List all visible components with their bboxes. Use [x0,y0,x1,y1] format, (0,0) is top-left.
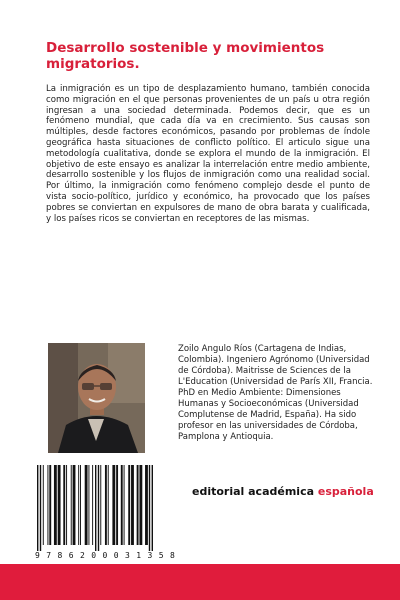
barcode-bar [66,465,67,545]
barcode-bar [85,465,88,545]
isbn-digit: 0 [113,551,119,560]
isbn-digit: 3 [147,551,153,560]
isbn-digit: 0 [102,551,108,560]
barcode-bar [58,465,61,545]
isbn-digit: 3 [125,551,130,560]
barcode-bar [137,465,139,545]
isbn-digit: 8 [170,551,175,560]
author-photo [48,343,145,453]
barcode-bar [71,465,72,545]
isbn-digit: 0 [91,551,97,560]
footer-color-band [0,564,400,600]
barcode-bar [116,465,118,545]
barcode-bar [54,465,57,545]
isbn-digit: 9 [35,551,40,560]
isbn-digits [35,551,175,560]
publisher-prefix: editorial académica [192,485,315,498]
barcode-bar [98,465,99,551]
barcode-bar [108,465,109,545]
barcode-bar [43,465,44,545]
barcode-bar [112,465,115,545]
barcode-bar [73,465,76,545]
barcode-bar [128,465,130,545]
barcode-bar [78,465,79,545]
isbn-digit: 5 [158,551,164,560]
barcode-bar [88,465,89,545]
barcode-bar [40,465,41,551]
isbn-digit: 1 [136,551,142,560]
author-bio: Zoilo Angulo Ríos (Cartagena de Indias, Colombia). Ingeniero Agrónomo (Universidad de Córdoba). Maitrisse de Sciences de la L'Education (Universidad de París XII, Francia. PhD en Medio Ambiente: Dimensiones Humanas y Socioeconómicas (Universidad Complutense de Madrid, España). Ha sido profesor en las universidades de Córdoba, Pamplona y Antioquia. [178,344,373,442]
barcode-bar [105,465,107,545]
barcode-bar [37,465,38,551]
barcode-bar [49,465,51,545]
barcode-bar [47,465,48,545]
isbn-digit: 7 [46,551,52,560]
book-title: Desarrollo sostenible y movimientos migratorios. [46,40,325,72]
barcode-bar [145,465,148,545]
barcode-bar [80,465,81,545]
barcode [33,465,181,577]
barcode-bar [131,465,134,545]
barcode-bar [92,465,93,545]
publisher-name [192,485,374,498]
barcode-bar [149,465,150,551]
isbn-digit: 8 [57,551,63,560]
barcode-bar [63,465,65,545]
barcode-bar [95,465,96,551]
barcode-bar [124,465,125,545]
isbn-digit: 6 [68,551,74,560]
isbn-digit: 2 [80,551,85,560]
barcode-bar [100,465,101,545]
barcode-bar [152,465,153,551]
barcode-bar [139,465,142,545]
publisher-accent: española [317,485,374,498]
barcode-bars [33,465,181,551]
book-abstract: La inmigración es un tipo de desplazamiento humano, también conocida como migración en el que personas provenientes de un país u otra región ingresan a una sociedad determinada. Podemos decir, que es un fenómeno mundial, que cada día va en crecimiento. Sus causas son múltiples, desde factores económicos, pasando por problemas de índole geográfica hasta situaciones de conflicto político. El articulo sigue una metodología cualitativa, donde se explora el mundo de la inmigración. El objetivo de este ensayo es analizar la interrelación entre medio ambiente, desarrollo sostenible y los flujos de inmigración como una realidad social. Por último, la inmigración como fenómeno complejo desde el punto de vista socio-político, jurídico y económico, ha provocado que los países pobres se conviertan en expulsores de mano de obra barata y cualificada, y los países ricos se conviertan en receptores de las mismas. [46,84,370,224]
barcode-bar [121,465,123,545]
